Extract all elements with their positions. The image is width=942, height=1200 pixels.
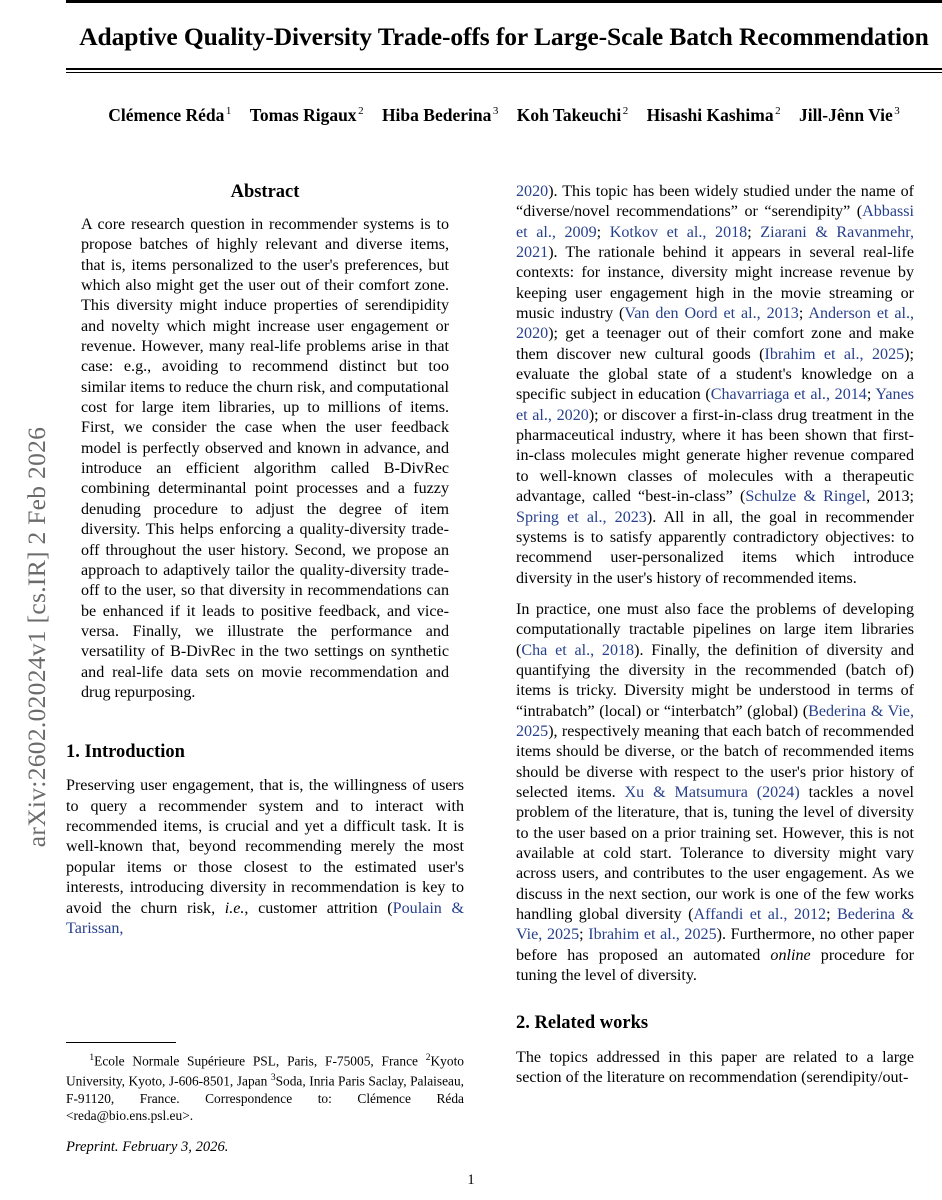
- introduction-paragraph-1-cont: [516, 182, 914, 589]
- sep-4: ;: [866, 386, 876, 404]
- footnote-rule: [66, 1042, 176, 1043]
- sep-2: ;: [747, 223, 761, 241]
- header-rule-double: [66, 68, 942, 73]
- sep-5: ;: [909, 488, 914, 506]
- citation-schulze-ringel[interactable]: Schulze & Ringel: [745, 488, 867, 506]
- citation-chavarriaga[interactable]: Chavarriaga et al., 2014: [710, 386, 867, 404]
- author-affiliation-mark: 3: [492, 105, 499, 118]
- body-columns: [66, 182, 942, 1182]
- intro-text-b: , customer attrition (: [244, 899, 393, 917]
- right-column: [516, 182, 914, 1099]
- citation-ibrahim-2[interactable]: Ibrahim et al., 2025: [588, 926, 717, 944]
- footnote-text-1: Ecole Normale Supérieure PSL, Paris, F-75005, France: [94, 1053, 426, 1069]
- intro-text-f: ); evaluate the global state of a student's knowledge on a specific subject in education (: [516, 345, 915, 404]
- footnote-text-3: Soda, Inria Paris Saclay, Palaiseau, F-91120, France. Correspondence to: Clémence Réda <reda@bio.ens.psl.eu>.: [66, 1073, 465, 1123]
- author-affiliation-mark: 2: [622, 105, 629, 118]
- intro-text-e: ); get a teenager out of their comfort zone and make them discover new cultural goods (: [516, 325, 914, 363]
- citation-van-den-oord[interactable]: Van den Oord et al., 2013: [624, 305, 799, 323]
- author-name: Clémence Réda: [108, 105, 225, 126]
- author-entry: [647, 105, 781, 125]
- citation-abbassi[interactable]: Abbassi et al., 2009: [516, 203, 914, 241]
- citation-cha[interactable]: Cha et al., 2018: [521, 641, 635, 659]
- citation-anderson[interactable]: Anderson et al., 2020: [516, 305, 915, 343]
- citation-ziarani-ravanmehr[interactable]: Ziarani & Ravanmehr, 2021: [516, 223, 914, 262]
- intro-text-g: ); or discover a first-in-class drug treatment in the pharmaceutical industry, where it has been shown that first-in-class molecules might generate higher revenue compared to well-known classes of molecules with a therapeutic advantage, called “best-in-class” (: [516, 406, 914, 506]
- intro2-text-a: In practice, one must also face the problems of developing computationally tractable pipelines on large item libraries (: [516, 600, 914, 659]
- abstract-text: A core research question in recommender systems is to propose batches of highly relevant and diverse items, that is, items personalized to the user's preferences, but which also might get the user out of their comfort zone. This diversity might induce properties of serendipidity and novelty which might increase user engagement or revenue. However, many real-life problems arise in that case: e.g., avoiding to recommend distinct but too similar items to reduce the churn risk, and computational cost for large item libraries, up to millions of items. First, we consider the case when the user feedback model is perfectly observed and known in advance, and introduce an efficient algorithm called B-DivRec combining determinantal point processes and a fuzzy denuding procedure to adjust the degree of item diversity. This helps enforcing a quality-diversity trade-off throughout the user history. Second, we propose an approach to adaptively tailor the quality-diversity trade-off to the user, so that diversity in recommendations can be enhanced if it leads to positive feedback, and vice-versa. Finally, we illustrate the performance and versatility of B-DivRec in the two settings on synthetic and real-life data sets on movie recommendation and drug repurposing.: [81, 216, 449, 701]
- author-name: Hiba Bederina: [381, 105, 492, 126]
- citation-poulain-tarissan-year[interactable]: 2020: [516, 183, 549, 200]
- intro2-text-e: ). Furthermore, no other paper before has proposed an automated: [516, 926, 914, 964]
- footnote-text-2: Kyoto University, Kyoto, J-606-8501, Japan: [66, 1053, 464, 1089]
- sep2-2: ;: [579, 926, 589, 944]
- citation-ibrahim[interactable]: Ibrahim et al., 2025: [764, 345, 905, 363]
- intro2-text-d: tackles a novel problem of the literature, that is, tuning the level of diversity to the user based on a prior training set. However, this is not available at cold start. Tolerance to diversity might vary across users, and contributes to the user engagement. As we discuss in the next section, our work is one of the few works handling global diversity (: [516, 783, 914, 924]
- footnote-block: [66, 1042, 464, 1124]
- abstract-heading: Abstract: [230, 182, 300, 202]
- intro2-text-c: ), respectively meaning that each batch of recommended items should be diverse, or the batch of recommended items should be diverse with respect to the user's prior history of selected items.: [516, 722, 914, 801]
- arxiv-stamp: arXiv:2602.02024v1 [cs.IR] 2 Feb 2026: [22, 426, 51, 848]
- left-column: [66, 182, 464, 950]
- intro-italic-ie: i.e.: [224, 899, 245, 917]
- author-name: Hisashi Kashima: [646, 105, 774, 126]
- header-rule-top: [66, 0, 942, 3]
- citation-spring[interactable]: Spring et al., 2023: [516, 508, 647, 526]
- intro2-text-f: procedure for tuning the level of diversity.: [516, 946, 914, 985]
- author-entry: [250, 105, 364, 125]
- author-entry: [517, 105, 629, 125]
- footnote-affiliations: [66, 1050, 464, 1124]
- citation-bederina-vie-year[interactable]: , 2025: [516, 702, 914, 740]
- citation-yanes[interactable]: Yanes et al., 2020: [516, 386, 914, 424]
- footnote-mark-3: 3: [270, 1072, 276, 1083]
- citation-affandi[interactable]: Affandi et al., 2012: [693, 906, 827, 924]
- related-works-paragraph-1: The topics addressed in this paper are related to a large section of the literature on recommendation (serendipity/out-: [516, 1048, 914, 1086]
- author-affiliation-mark: 2: [775, 105, 781, 118]
- intro-text-d: ). The rationale behind it appears in several real-life contexts: for instance, diversity might increase revenue by keeping user engagement high in the movie streaming or music industry (: [516, 244, 914, 323]
- citation-poulain-tarissan[interactable]: Poulain & Tarissan,: [66, 899, 464, 937]
- author-name: Jill-Jênn Vie: [798, 105, 893, 126]
- section-heading-related-works: 2. Related works: [516, 1013, 649, 1034]
- intro-text-a: Preserving user engagement, that is, the willingness of users to query a recommender system and to interact with recommended items, is crucial and yet a difficult task. It is well-known that, beyond recommending merely the most popular items or those closest to the estimated user's interests, introducing diversity in recommendation is key to avoid the churn risk,: [66, 777, 464, 917]
- citation-bederina-vie-2[interactable]: Bederina & Vie, 2025: [516, 906, 915, 944]
- footnote-mark-1: 1: [89, 1053, 95, 1064]
- citation-xu-matsumura-year[interactable]: (2024): [747, 783, 800, 801]
- sep-1: ;: [596, 223, 610, 241]
- citation-bederina-vie[interactable]: Bederina & Vie: [808, 702, 910, 720]
- citation-xu-matsumura[interactable]: Xu & Matsumura: [624, 783, 748, 801]
- author-entry: [382, 105, 498, 125]
- intro-text-c: ). This topic has been widely studied under the name of “diverse/novel recommendations” or “serendipity” (: [516, 183, 914, 221]
- author-list: [66, 105, 942, 126]
- sep-3: ;: [798, 305, 809, 323]
- introduction-paragraph-2: [516, 600, 914, 987]
- page-number: 1: [467, 1172, 475, 1188]
- section-heading-introduction: 1. Introduction: [66, 742, 185, 763]
- citation-schulze-ringel-year: , 2013: [866, 488, 910, 506]
- sep2-1: ;: [826, 906, 837, 924]
- author-name: Koh Takeuchi: [516, 105, 622, 126]
- paper-header: [66, 0, 942, 126]
- author-entry: [799, 105, 900, 125]
- author-name: Tomas Rigaux: [249, 105, 357, 126]
- intro2-text-b: ). Finally, the definition of diversity and quantifying the diversity in the recommended (batch of) items is tricky. Diversity might be understood in terms of “intrabatch” (local) or “interbatch” (global) (: [516, 641, 914, 720]
- preprint-note: Preprint. February 3, 2026.: [66, 1139, 229, 1155]
- intro-text-h: ). All in all, the goal in recommender systems is to satisfy apparently contradictory objectives: to recommend user-personalized items which introduce diversity in the user's history of recommended items.: [516, 508, 914, 587]
- intro2-italic-online: online: [770, 946, 811, 964]
- footnote-mark-2: 2: [425, 1053, 431, 1064]
- page-title: Adaptive Quality-Diversity Trade-offs for Large-Scale Batch Recommendation: [79, 22, 929, 51]
- author-entry: [108, 105, 231, 125]
- author-affiliation-mark: 2: [358, 105, 364, 118]
- citation-kotkov[interactable]: Kotkov et al., 2018: [609, 223, 748, 241]
- introduction-paragraph-1: [66, 776, 464, 939]
- author-affiliation-mark: 1: [225, 105, 232, 118]
- author-affiliation-mark: 3: [894, 105, 900, 118]
